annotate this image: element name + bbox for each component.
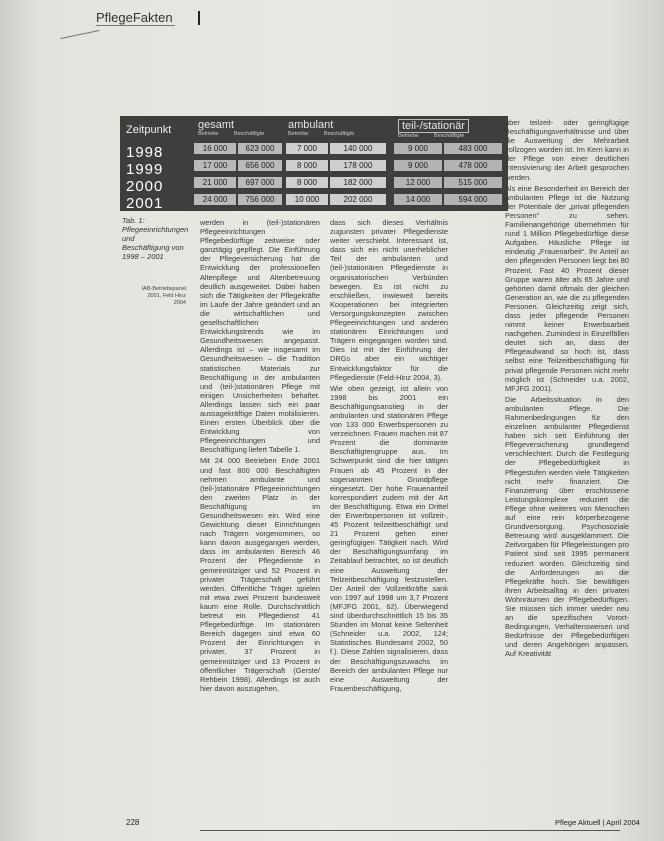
table-source: IAB-Betriebspanel 2001, Feld Hinz 2004 <box>141 286 186 306</box>
group-subheader <box>198 131 264 140</box>
table-cell: 478 000 <box>444 160 502 171</box>
table-cell: 24 000 <box>194 194 236 205</box>
group-subheader <box>398 133 469 142</box>
table-cell: 756 000 <box>238 194 282 205</box>
table-cell: 9 000 <box>394 160 442 171</box>
paragraph: über teilzeit- oder geringfügige Beschäftigungsverhältnisse und über die Ausweitung der Mehrarbeit vollzogen worden ist. Im Kern kann in der Pflege von einer deutlichen Intensivierung der Arbeit gesprochen werden. <box>505 118 629 182</box>
table-cell: 21 000 <box>194 177 236 188</box>
table-cell: 140 000 <box>330 143 386 154</box>
subheader-beschaeftigte: Beschäftigte <box>234 131 265 137</box>
text-column-3 <box>505 118 629 818</box>
group-subheader <box>288 131 354 140</box>
subheader-betriebe: Betriebe <box>288 131 309 137</box>
table-cell: 483 000 <box>444 143 502 154</box>
table-cell: 17 000 <box>194 160 236 171</box>
year-cell: 2001 <box>126 195 164 212</box>
decorative-line <box>60 30 99 39</box>
table-cell: 594 000 <box>444 194 502 205</box>
group-gesamt <box>198 119 264 140</box>
paragraph: Die Arbeitssituation in den ambulanten Pflege. Die Rahmenbedingungen für den einzelnen ambulanter Pflegedienst haben sich seit Einführung der Pflegeversicherung grundlegend verschlechtert. Durch die Festlegung der Pflegebedürftigkeit in Pflegestufen werden viele Tätigkeiten nicht mehr finanziert. Die Finanzierung über erschlossene Leistungskomplexe reduziert die Pflege ohne weiteres von Menschen auf eine rein körperbezogene Grundversorgung. Psychosoziale Betreuung wird ausgeklammert. Die Zeitvorgaben für Pflegeleistungen pro Patient sind seit 1995 permanent reduziert worden. Gleichzeitig sind die Anforderungen an die Pflegekräfte hoch. Sie bewältigen ihren Arbeitsalltag in den privaten Wohnräumen der Pflegebedürftigen. Sie müssen sich immer wieder neu an die spezifischen Vorort-Bedingungen, Verhaltensweisen und Bedürfnisse der Pflegebedürftigen und deren Angehörigen anpassen. Auf Kreativität <box>505 394 629 659</box>
paragraph: Wie oben gezeigt, ist allein von 1998 bis 2001 ein Beschäftigungsanstieg in der ambulanten und stationären Pflege von 133 000 Erwerbspersonen zu verzeichnen. Frauen machen mit 87 Prozent die dominante Beschäftigtengruppe aus. Im Schwerpunkt sind die hier tätigen Frauen ab 45 Prozent in der sogenannten Grundpflege eingesetzt. Der hohe Frauenanteil korrespondiert zudem mit der Art der Beschäftigung. Etwa ein Drittel der Erwerbspersonen ist vollzeit-, 45 Prozent teilzeitbeschäftigt und 21 Prozent gehen einer geringfügigen Tätigkeit nach. Wird der Beschäftigungsumfang im Zeitablauf betrachtet, so ist deutlich eine Ausweitung der Teilzeitbeschäftigung festzustellen. Der Anteil der Vollzeitkräfte sank von 1997 auf 1998 um 3,7 Prozent (MFJFG 2001, 62). Überwiegend sind überdurchschnittlich 15 bis 35 Stunden im Monat keine Seltenheit (Schneider u.a. 2002, 124; Statistisches Bundesamt 2002, 50 f.). Diese Zahlen signalisieren, dass der Beschäftigungszuwachs im Bereich der ambulanten Pflege nur eine Ausweitung der Frauenbeschäftigung, <box>330 383 448 693</box>
section-label: PflegeFakten <box>96 10 173 25</box>
section-divider <box>198 11 200 25</box>
year-column <box>126 122 186 212</box>
paragraph: werden in (teil-)stationären Pflegeeinrichtungen Pflegebedürftige zeitweise oder ganztägig gepflegt. Die Einführung der Pflegeversicherung hat die Entwicklung der professionellen Altenpflege und Altenbetreuung deutlich ausgeweitet. Dabei haben sich die Tätigkeiten der Pflegekräfte im Laufe der Jahre geändert und an die wirtschaftlichen und gesellschaftlichen Entwicklungstrends wie im Gesundheitswesen angepasst. Allerdings ist – wie insgesamt im Gesundheitswesen – die Tradition statistischen Materials zur Beschäftigung in der ambulanten und (teil-)stationären Pflege mit einigen Unsicherheiten behaftet. Allerdings lassen sich ein paar aussagekräftige Daten mobilisieren. Einen ersten Überblick über die Entwicklung von Pflegeeinrichtungen und Beschäftigung liefert Tabelle 1. <box>200 218 320 455</box>
subheader-betriebe: Betriebe <box>198 131 219 137</box>
table-cell: 8 000 <box>286 160 328 171</box>
paragraph: dass sich dieses Verhältnis zugunsten privater Pflegedienste weiter verschiebt. Interessant ist, dass sich ein nicht unerheblicher Teil der ambulanten und (teil-)stationären Pflegedienste in organisatorischen Verbünden bewegen. Es ist nicht zu erschließen, inwieweit bereits Kooperationen bei integrierten Versorgungskonzepten zwischen Pflegeeinrichtungen und anderen stationären Einrichtungen und Trägern eingegangen worden sind. Dies ist mit der Einführung der DRGs aber ein wichtiger Entwicklungsfaktor für die Pflegedienste (Feld-Hinz 2004, 3). <box>330 218 448 382</box>
table-caption: Tab. 1: Pflegeeinrichtungen und Beschäftigung von 1998 – 2001 <box>122 216 189 261</box>
text-column-2 <box>330 218 448 818</box>
table-cell: 623 000 <box>238 143 282 154</box>
table-cell: 656 000 <box>238 160 282 171</box>
subheader-betriebe: Betriebe <box>398 133 419 139</box>
year-cell: 1998 <box>126 144 164 161</box>
table-cell: 16 000 <box>194 143 236 154</box>
group-teilstationaer <box>398 119 469 142</box>
group-ambulant <box>288 119 354 140</box>
table-cell: 7 000 <box>286 143 328 154</box>
group-title: gesamt <box>198 119 235 131</box>
footer-divider <box>200 830 620 831</box>
text-column-1 <box>200 218 320 818</box>
data-table <box>120 116 508 211</box>
table-cell: 515 000 <box>444 177 502 188</box>
paragraph: Mit 24 000 Betrieben Ende 2001 und fast 800 000 Beschäftigten nehmen ambulante und (teil-)stationäre Pflegeeinrichtungen den zweiten Platz in der Beschäftigung im Gesundheitswesen ein. Wird eine Gewichtung dieser Einrichtungen nach Trägern vorgenommen, so kann davon ausgegangen werden, dass im ambulanten Bereich 46 Prozent der Pflegedienste in gemeinnütziger und 52 Prozent in privater Trägerschaft geführt werden. Öffentliche Träger spielen mit etwa zwei Prozent bundesweit kaum eine Rolle. Durchschnittlich betreut ein Pflegedienst 41 Pflegebedürftige. Im stationären Bereich dagegen sind etwa 60 Prozent der Einrichtungen in privater, 37 Prozent in gemeinnütziger und 13 Prozent in öffentlicher Trägerschaft (Gerste/ Rehbein 1998). Allerdings ist auch hier davon auszugehen, <box>200 456 320 693</box>
table-cell: 10 000 <box>286 194 328 205</box>
subheader-beschaeftigte: Beschäftigte <box>434 133 465 139</box>
table-cell: 12 000 <box>394 177 442 188</box>
table-cell: 178 000 <box>330 160 386 171</box>
journal-footer: Pflege Aktuell | April 2004 <box>555 818 640 827</box>
year-cell: 1999 <box>126 161 164 178</box>
year-cell: 2000 <box>126 178 164 195</box>
page-number: 228 <box>126 818 140 827</box>
table-cell: 8 000 <box>286 177 328 188</box>
year-header: Zeitpunkt <box>126 124 172 136</box>
table-cell: 182 000 <box>330 177 386 188</box>
table-cell: 9 000 <box>394 143 442 154</box>
paragraph: Als eine Besonderheit im Bereich der ambulanten Pflege ist die Nutzung der Potentiale der „privat pflegenden Personen“ zu sehen. Familienangehörige übernehmen für rund 1 Million Pflegebedürftige diese Aufgaben. Häusliche Pflege ist eindeutig „Frauenarbeit“. Ihr Anteil an den pflegenden Personen liegt bei 80 Prozent. Fast 40 Prozent dieser Gruppe waren älter als 65 Jahre und gehörten damit oftmals der gleichen Generation an, wie die zu pflegenden Personen. Gleichzeitig zeigt sich, dass jeder pflegende Personen nimmt keiner Erwerbsarbeit nachgehen. Zumindest in Einzelfällen deutet sich an, dass der Pflegeaufwand so hoch ist, dass selbst eine Teilzeitbeschäftigung für privat pflegende Personen nicht mehr möglich ist (Schneider u.a. 2002, MFJFG 2001). <box>505 183 629 393</box>
group-title: ambulant <box>288 119 334 131</box>
table-cell: 202 000 <box>330 194 386 205</box>
table-cell: 14 000 <box>394 194 442 205</box>
group-title: teil-/stationär <box>398 119 469 133</box>
table-cell: 697 000 <box>238 177 282 188</box>
subheader-beschaeftigte: Beschäftigte <box>324 131 355 137</box>
